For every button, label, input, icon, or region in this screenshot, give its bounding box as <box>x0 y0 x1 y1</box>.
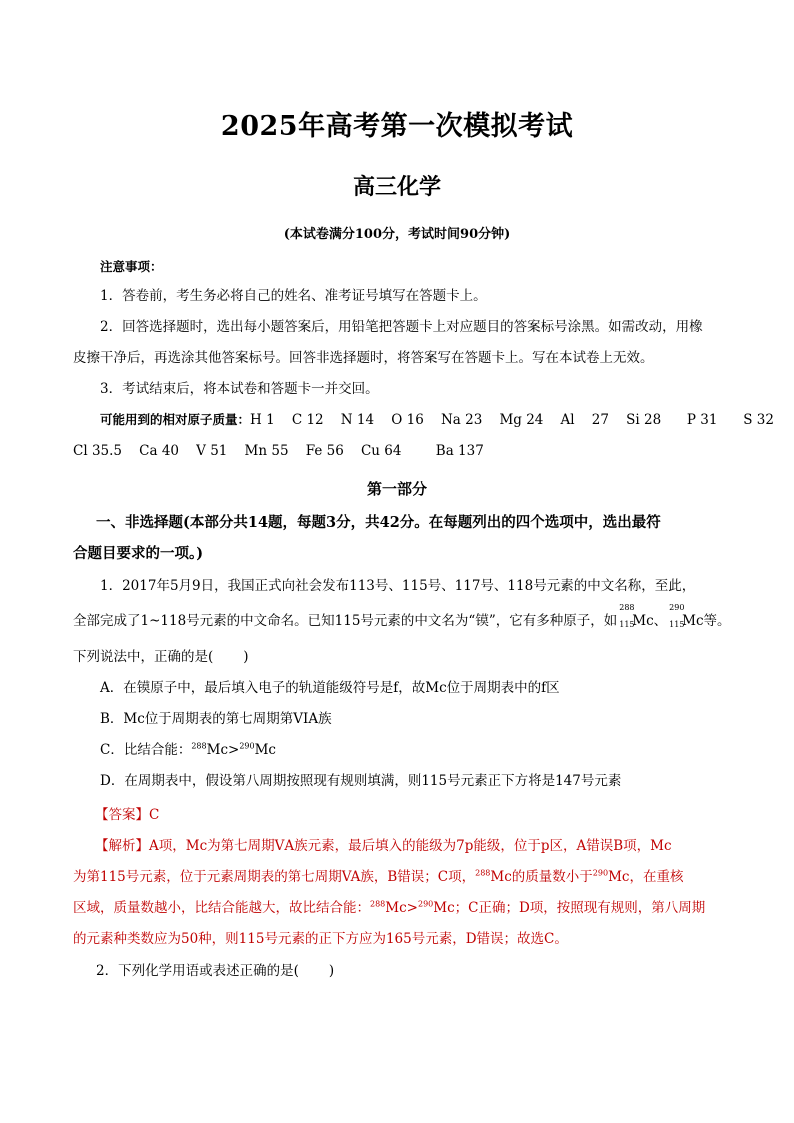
exam-info: (本试卷满分100分，考试时间90分钟) <box>283 227 511 242</box>
q1-option-b: B．Mc位于周期表的第七周期第VIA族 <box>100 711 332 727</box>
isotope-288-mc: 288 115 <box>619 603 635 629</box>
section-heading-line-2: 合题目要求的一项。) <box>73 545 204 562</box>
q1-stem-line-1: 1．2017年5月9日，我国正式向社会发布113号、115号、117号、118号元素的中文名称，至此， <box>100 578 696 594</box>
q1-answer: 【答案】C <box>95 807 160 823</box>
q1-option-c: C．比结合能：$^{288}$Mc>$^{290}$Mc <box>100 741 276 758</box>
analysis-label: 【解析】 <box>95 838 149 854</box>
q1-analysis-line-1: 【解析】A项，Mc为第七周期ⅤA族元素，最后填入的能级为7p能级，位于p区，A错误B项，Mc <box>95 838 672 854</box>
atomic-mass-line-1 <box>100 410 774 430</box>
atomic-mass-values-1: H 1 C 12 N 14 O 16 Na 23 Mg 24 Al 27 Si 28 P 31 S 32 <box>250 412 774 428</box>
note-item-2-line-2: 皮擦干净后，再选涂其他答案标号。回答非选择题时，将答案写在答题卡上。写在本试卷上无效。 <box>73 350 654 366</box>
subject-title: 高三化学 <box>352 174 441 200</box>
q1-stem-text: 全部完成了1~118号元素的中文命名。已知115号元素的中文名为“镆”，它有多种原子，如 <box>73 613 618 629</box>
q1-option-a: A．在镆原子中，最后填入电子的轨道能级符号是f，故Mc位于周期表中的f区 <box>100 680 560 696</box>
q1-analysis-line-3: 区域，质量数越小，比结合能越大，故比结合能：$^{288}$Mc>$^{290}$Mc；C正确；D项，按照现有规则，第八周期 <box>73 899 706 916</box>
notes-heading: 注意事项： <box>100 259 163 274</box>
note-item-2-line-1: 2．回答选择题时，选出每小题答案后，用铅笔把答题卡上对应题目的答案标号涂黑。如需改动，用橡 <box>100 319 703 335</box>
section-title: 第一部分 <box>366 480 427 498</box>
q2-stem-line-1: 2．下列化学用语或表述正确的是( ) <box>96 963 335 979</box>
atomic-mass-line-2: Cl 35.5 Ca 40 V 51 Mn 55 Fe 56 Cu 64 Ba 137 <box>73 443 484 459</box>
atomic-mass-label: 可能用到的相对原子质量： <box>100 412 251 427</box>
exam-title: 2025年高考第一次模拟考试 <box>220 111 574 142</box>
note-item-1: 1．答卷前，考生务必将自己的姓名、准考证号填写在答题卡上。 <box>100 288 487 304</box>
q1-stem-line-3: 下列说法中，正确的是( ) <box>73 649 249 665</box>
note-item-3: 3．考试结束后，将本试卷和答题卡一并交回。 <box>100 381 379 397</box>
q1-stem-line-2: 全部完成了1~118号元素的中文命名。已知115号元素的中文名为“镆”，它有多种原子，如 288 115 Mc、 290 115 Mc等。 <box>73 603 731 629</box>
q1-analysis-line-4: 的元素种类数应为50种，则115号元素的正下方应为165号元素，D错误；故选C。 <box>73 931 568 947</box>
isotope-290-mc: 290 115 <box>669 603 685 629</box>
section-heading-line-1: 一、非选择题(本部分共14题，每题3分，共42分。在每题列出的四个选项中，选出最符 <box>96 514 661 531</box>
q1-analysis-line-2: 为第115号元素，位于元素周期表的第七周期VA族，B错误；C项，$^{288}$Mc的质量数小于$^{290}$Mc，在重核 <box>73 868 684 885</box>
q1-option-d: D．在周期表中，假设第八周期按照现有规则填满，则115号元素正下方将是147号元素 <box>100 773 622 789</box>
